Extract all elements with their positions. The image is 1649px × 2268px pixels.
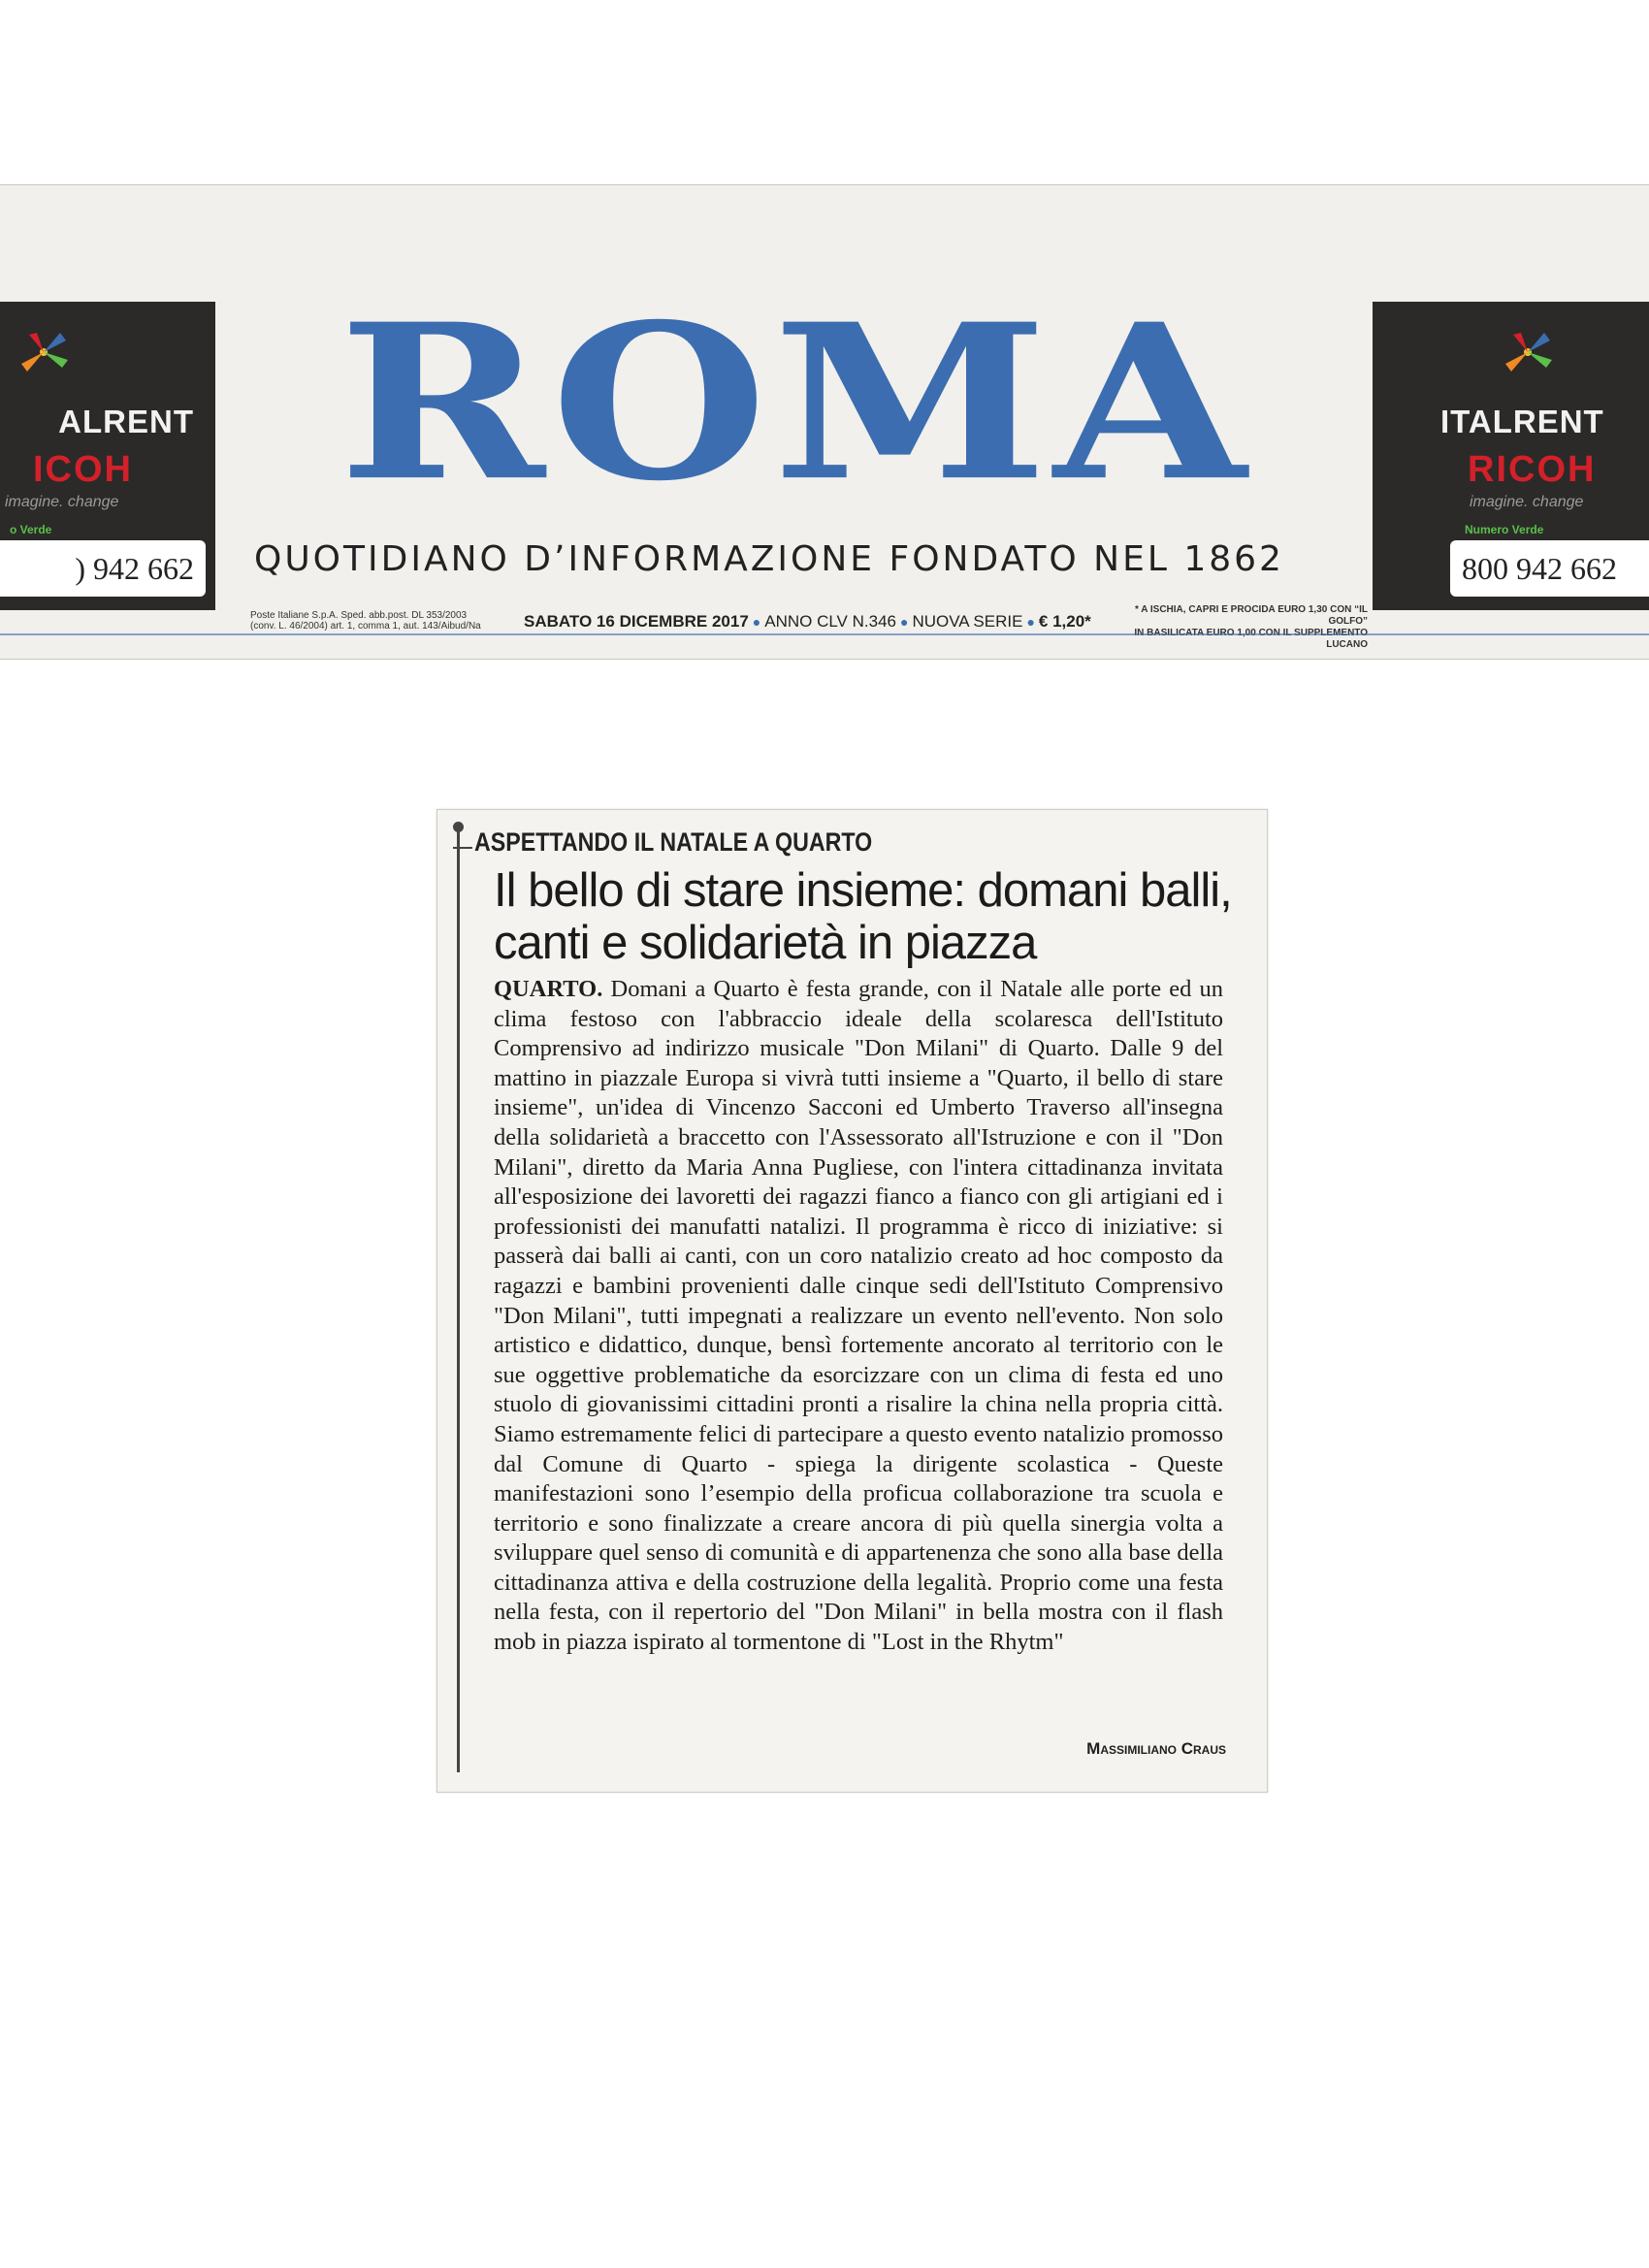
masthead-rule (0, 633, 1649, 635)
ad-product: RICOH (1468, 449, 1597, 490)
article-body (494, 975, 1223, 1658)
italrent-logo-icon (1494, 323, 1562, 381)
ad-verde-label: Numero Verde (1465, 523, 1544, 536)
article-byline: Massimiliano Craus (1086, 1739, 1226, 1758)
article-text: Domani a Quarto è festa grande, con il Natale alle porte ed un clima festoso con l'abbraccio ideale della scolaresca dell'Istituto Comprensivo ad indirizzo musicale "Don Milani" di Quarto. Dalle 9 del mattino in piazzale Europa si vivrà tutti insieme a "Quarto, il bello di stare insieme", un'idea di Vincenzo Sacconi ed Umberto Traverso all'insegna della solidarietà a braccetto con l'Assessorato all'Istruzione e con il "Don Milani", diretto da Maria Anna Pugliese, con l'intera cittadinanza invitata all'esposizione dei lavoretti dei ragazzi fianco a fianco con gli artigiani ed i professionisti dei manufatti natalizi. Il programma è ricco di iniziative: si passerà dai balli ai canti, con un coro natalizio creato ad hoc composto da ragazzi e bambini provenienti dalle cinque sedi dell'Istituto Comprensivo "Don Milani", tutti impegnati a realizzare un evento nell'evento. Non solo artistico e didattico, dunque, bensì fortemente ancorato al territorio con le sue oggettive problematiche da esorcizzare con un clima di festa ed uno stuolo di giovanissimi cittadini pronti a risalire la china nella propria città. Siamo estremamente felici di partecipare a questo evento natalizio promosso dal Comune di Quarto - spiega la dirigente scolastica - Queste manifestazioni sono l’esempio della proficua collaborazione tra scuola e territorio e sono finalizzate a creare ancora di più quella sinergia volta a sviluppare quel senso di comunità e di appartenenza che sono alla base della cittadinanza attiva e della costruzione della legalità. Proprio come una festa nella festa, con il repertorio del "Don Milani" in bella mostra con il flash mob in piazza ispirato al tormentone di "Lost in the Rhytm" (494, 976, 1224, 1656)
advertisement-right (1373, 302, 1649, 610)
ad-tagline: imagine. change (1470, 494, 1584, 510)
article-headline: Il bello di stare insieme: domani balli, canti e solidarietà in piazza (494, 864, 1232, 969)
ad-product: ICOH (33, 449, 133, 490)
ad-brand: ITALRENT (1440, 404, 1604, 439)
ad-brand: ALRENT (58, 404, 194, 439)
issue-number: ANNO CLV N.346 (764, 612, 896, 631)
article-kicker: ASPETTANDO IL NATALE A QUARTO (474, 827, 873, 857)
newspaper-masthead (0, 184, 1649, 660)
separator-dot-icon: ● (899, 614, 909, 630)
separator-dot-icon: ● (752, 614, 761, 630)
dateline (524, 612, 1091, 632)
footnote-line: LUCANO (1326, 639, 1368, 650)
kicker-dash (453, 847, 472, 849)
ad-tagline: imagine. change (5, 494, 119, 510)
ad-phone: 800 942 662 (1450, 540, 1649, 597)
article-lead: QUARTO. (494, 976, 603, 1002)
italrent-logo-icon (10, 323, 78, 381)
ad-verde-label: o Verde (10, 523, 52, 536)
issue-price: € 1,20* (1038, 612, 1091, 631)
newspaper-subtitle: QUOTIDIANO D’INFORMAZIONE FONDATO NEL 1862 (254, 539, 1284, 579)
article-clipping (436, 809, 1268, 1793)
vertical-rule (457, 831, 460, 1772)
price-footnote (1096, 604, 1368, 651)
postal-note: Poste Italiane S.p.A. Sped. abb.post. DL 353/2003 (conv. L. 46/2004) art. 1, comma 1, aut. 143/Aibud/Na (250, 610, 481, 632)
ad-phone: ) 942 662 (0, 540, 206, 597)
separator-dot-icon: ● (1026, 614, 1035, 630)
issue-series: NUOVA SERIE (912, 612, 1023, 631)
advertisement-left (0, 302, 215, 610)
issue-date: SABATO 16 DICEMBRE 2017 (524, 612, 749, 631)
newspaper-title: ROMA (339, 277, 1252, 529)
footnote-line: * A ISCHIA, CAPRI E PROCIDA EURO 1,30 CON “IL GOLFO” (1134, 604, 1368, 627)
